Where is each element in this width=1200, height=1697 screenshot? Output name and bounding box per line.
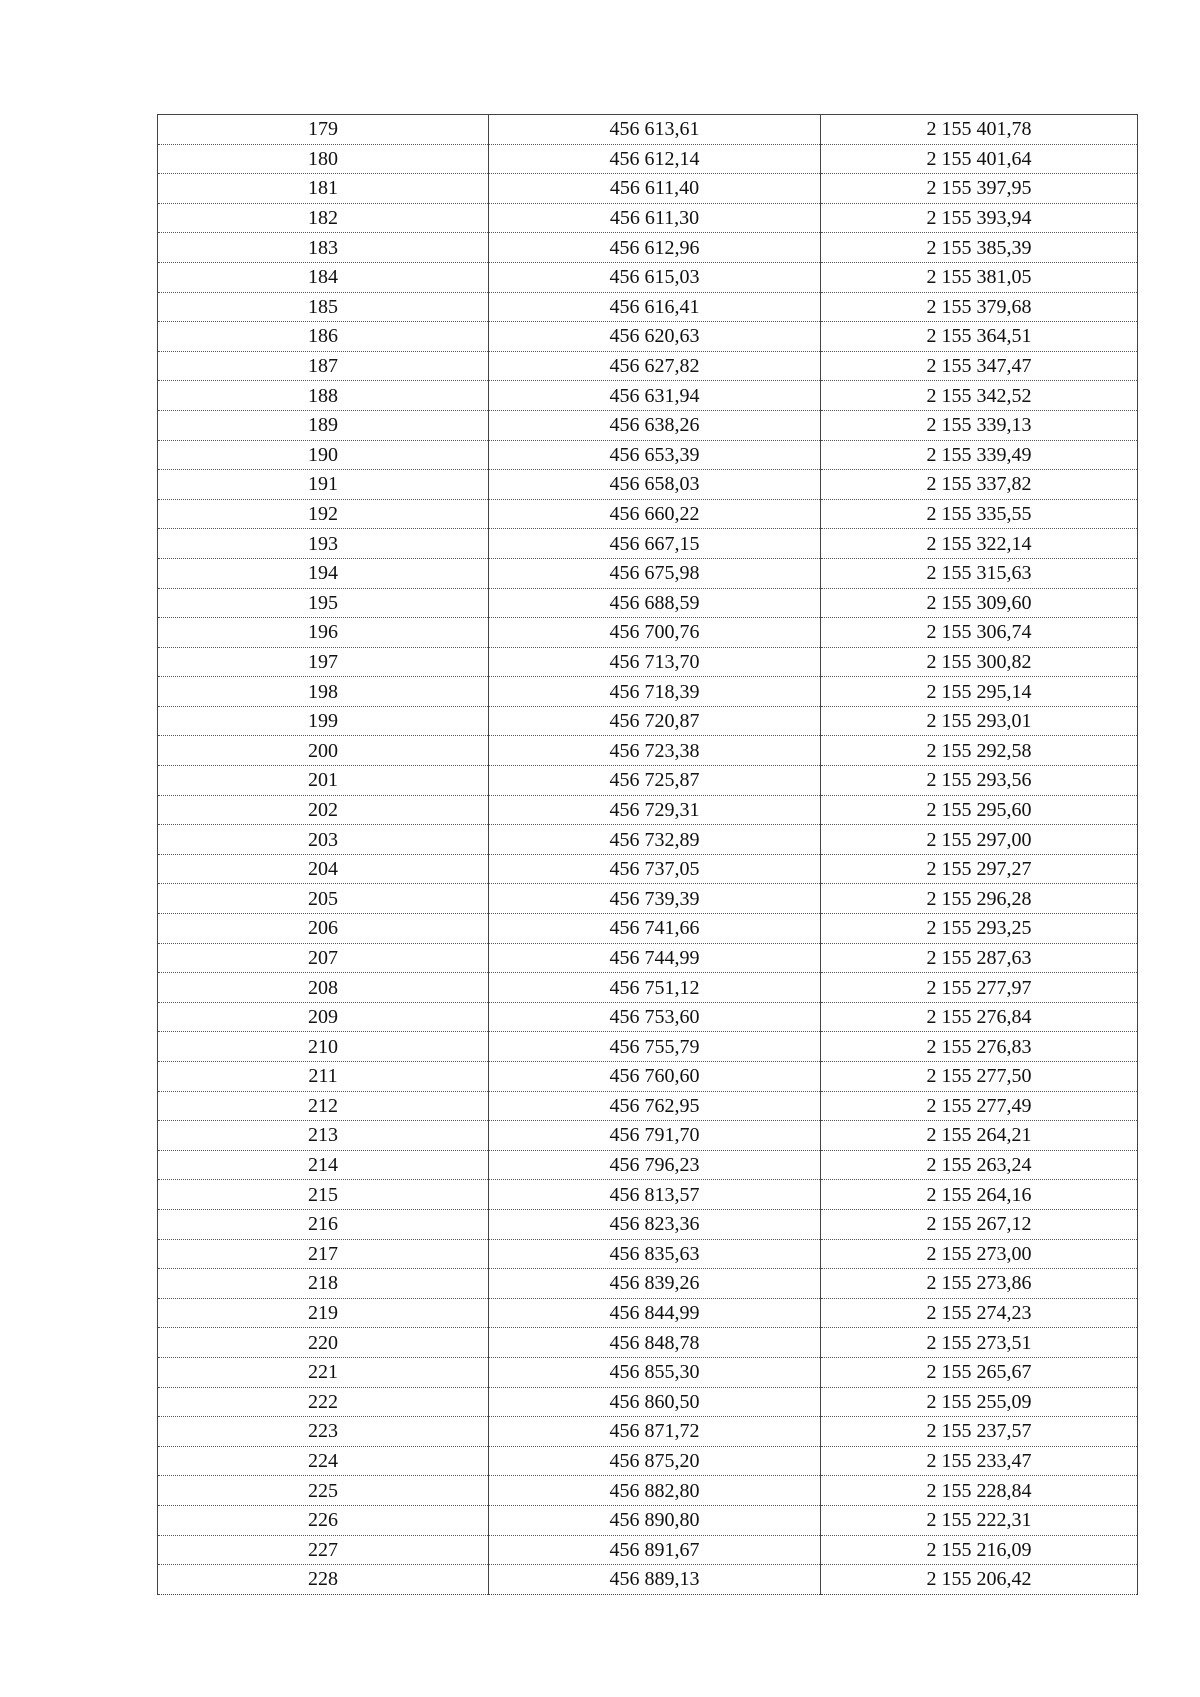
point-number-cell: 218 [158, 1269, 489, 1299]
y-coordinate-cell: 2 155 401,78 [821, 115, 1138, 145]
table-row [158, 1446, 1138, 1476]
table-row [158, 914, 1138, 944]
y-coordinate-cell: 2 155 287,63 [821, 943, 1138, 973]
table-row [158, 1417, 1138, 1447]
table-row [158, 618, 1138, 648]
table-row [158, 1565, 1138, 1595]
table-row [158, 795, 1138, 825]
y-coordinate-cell: 2 155 322,14 [821, 529, 1138, 559]
table-row [158, 410, 1138, 440]
y-coordinate-cell: 2 155 273,51 [821, 1328, 1138, 1358]
table-row [158, 233, 1138, 263]
table-row [158, 647, 1138, 677]
x-coordinate-cell: 456 718,39 [489, 677, 821, 707]
point-number-cell: 204 [158, 854, 489, 884]
point-number-cell: 188 [158, 381, 489, 411]
y-coordinate-cell: 2 155 273,00 [821, 1239, 1138, 1269]
x-coordinate-cell: 456 616,41 [489, 292, 821, 322]
x-coordinate-cell: 456 720,87 [489, 706, 821, 736]
point-number-cell: 213 [158, 1121, 489, 1151]
y-coordinate-cell: 2 155 300,82 [821, 647, 1138, 677]
table-row [158, 203, 1138, 233]
point-number-cell: 194 [158, 558, 489, 588]
table-row [158, 854, 1138, 884]
point-number-cell: 203 [158, 825, 489, 855]
y-coordinate-cell: 2 155 264,16 [821, 1180, 1138, 1210]
y-coordinate-cell: 2 155 293,56 [821, 766, 1138, 796]
point-number-cell: 193 [158, 529, 489, 559]
point-number-cell: 199 [158, 706, 489, 736]
point-number-cell: 179 [158, 115, 489, 145]
table-row [158, 292, 1138, 322]
y-coordinate-cell: 2 155 339,13 [821, 410, 1138, 440]
table-row [158, 144, 1138, 174]
point-number-cell: 221 [158, 1357, 489, 1387]
table-row [158, 884, 1138, 914]
x-coordinate-cell: 456 658,03 [489, 470, 821, 500]
point-number-cell: 183 [158, 233, 489, 263]
table-row [158, 588, 1138, 618]
table-row [158, 1062, 1138, 1092]
table-row [158, 1387, 1138, 1417]
table-row [158, 1032, 1138, 1062]
table-row [158, 1505, 1138, 1535]
y-coordinate-cell: 2 155 233,47 [821, 1446, 1138, 1476]
y-coordinate-cell: 2 155 297,27 [821, 854, 1138, 884]
point-number-cell: 200 [158, 736, 489, 766]
point-number-cell: 190 [158, 440, 489, 470]
x-coordinate-cell: 456 713,70 [489, 647, 821, 677]
point-number-cell: 180 [158, 144, 489, 174]
table-row [158, 1239, 1138, 1269]
y-coordinate-cell: 2 155 264,21 [821, 1121, 1138, 1151]
x-coordinate-cell: 456 755,79 [489, 1032, 821, 1062]
table-row [158, 1121, 1138, 1151]
point-number-cell: 181 [158, 174, 489, 204]
x-coordinate-cell: 456 813,57 [489, 1180, 821, 1210]
y-coordinate-cell: 2 155 267,12 [821, 1209, 1138, 1239]
table-row [158, 677, 1138, 707]
table-row [158, 558, 1138, 588]
y-coordinate-cell: 2 155 364,51 [821, 322, 1138, 352]
y-coordinate-cell: 2 155 379,68 [821, 292, 1138, 322]
point-number-cell: 186 [158, 322, 489, 352]
y-coordinate-cell: 2 155 296,28 [821, 884, 1138, 914]
x-coordinate-cell: 456 612,14 [489, 144, 821, 174]
y-coordinate-cell: 2 155 277,50 [821, 1062, 1138, 1092]
x-coordinate-cell: 456 835,63 [489, 1239, 821, 1269]
table-row [158, 1002, 1138, 1032]
point-number-cell: 215 [158, 1180, 489, 1210]
x-coordinate-cell: 456 889,13 [489, 1565, 821, 1595]
table-row [158, 1476, 1138, 1506]
x-coordinate-cell: 456 611,30 [489, 203, 821, 233]
point-number-cell: 209 [158, 1002, 489, 1032]
y-coordinate-cell: 2 155 335,55 [821, 499, 1138, 529]
point-number-cell: 228 [158, 1565, 489, 1595]
table-row [158, 1209, 1138, 1239]
table-row [158, 1357, 1138, 1387]
x-coordinate-cell: 456 839,26 [489, 1269, 821, 1299]
point-number-cell: 222 [158, 1387, 489, 1417]
point-number-cell: 195 [158, 588, 489, 618]
x-coordinate-cell: 456 739,39 [489, 884, 821, 914]
table-row [158, 943, 1138, 973]
y-coordinate-cell: 2 155 309,60 [821, 588, 1138, 618]
y-coordinate-cell: 2 155 277,97 [821, 973, 1138, 1003]
x-coordinate-cell: 456 667,15 [489, 529, 821, 559]
point-number-cell: 201 [158, 766, 489, 796]
y-coordinate-cell: 2 155 276,83 [821, 1032, 1138, 1062]
y-coordinate-cell: 2 155 222,31 [821, 1505, 1138, 1535]
y-coordinate-cell: 2 155 315,63 [821, 558, 1138, 588]
point-number-cell: 207 [158, 943, 489, 973]
table-row [158, 1298, 1138, 1328]
x-coordinate-cell: 456 844,99 [489, 1298, 821, 1328]
point-number-cell: 184 [158, 262, 489, 292]
x-coordinate-cell: 456 796,23 [489, 1150, 821, 1180]
point-number-cell: 224 [158, 1446, 489, 1476]
table-row [158, 1328, 1138, 1358]
x-coordinate-cell: 456 860,50 [489, 1387, 821, 1417]
table-row [158, 736, 1138, 766]
y-coordinate-cell: 2 155 401,64 [821, 144, 1138, 174]
point-number-cell: 205 [158, 884, 489, 914]
point-number-cell: 219 [158, 1298, 489, 1328]
x-coordinate-cell: 456 688,59 [489, 588, 821, 618]
y-coordinate-cell: 2 155 295,60 [821, 795, 1138, 825]
x-coordinate-cell: 456 700,76 [489, 618, 821, 648]
x-coordinate-cell: 456 891,67 [489, 1535, 821, 1565]
point-number-cell: 223 [158, 1417, 489, 1447]
y-coordinate-cell: 2 155 337,82 [821, 470, 1138, 500]
table-row [158, 351, 1138, 381]
table-row [158, 1150, 1138, 1180]
y-coordinate-cell: 2 155 216,09 [821, 1535, 1138, 1565]
table-row [158, 973, 1138, 1003]
y-coordinate-cell: 2 155 339,49 [821, 440, 1138, 470]
x-coordinate-cell: 456 753,60 [489, 1002, 821, 1032]
y-coordinate-cell: 2 155 228,84 [821, 1476, 1138, 1506]
x-coordinate-cell: 456 631,94 [489, 381, 821, 411]
table-row [158, 529, 1138, 559]
point-number-cell: 202 [158, 795, 489, 825]
point-number-cell: 212 [158, 1091, 489, 1121]
x-coordinate-cell: 456 871,72 [489, 1417, 821, 1447]
y-coordinate-cell: 2 155 347,47 [821, 351, 1138, 381]
y-coordinate-cell: 2 155 237,57 [821, 1417, 1138, 1447]
x-coordinate-cell: 456 848,78 [489, 1328, 821, 1358]
table-row [158, 766, 1138, 796]
y-coordinate-cell: 2 155 277,49 [821, 1091, 1138, 1121]
table-row [158, 174, 1138, 204]
y-coordinate-cell: 2 155 292,58 [821, 736, 1138, 766]
x-coordinate-cell: 456 751,12 [489, 973, 821, 1003]
x-coordinate-cell: 456 744,99 [489, 943, 821, 973]
y-coordinate-cell: 2 155 393,94 [821, 203, 1138, 233]
x-coordinate-cell: 456 615,03 [489, 262, 821, 292]
x-coordinate-cell: 456 653,39 [489, 440, 821, 470]
y-coordinate-cell: 2 155 306,74 [821, 618, 1138, 648]
coordinates-table-body [158, 115, 1138, 1595]
x-coordinate-cell: 456 660,22 [489, 499, 821, 529]
table-row [158, 706, 1138, 736]
x-coordinate-cell: 456 729,31 [489, 795, 821, 825]
table-row [158, 115, 1138, 145]
table-row [158, 499, 1138, 529]
point-number-cell: 187 [158, 351, 489, 381]
coordinates-table [157, 114, 1138, 1595]
point-number-cell: 217 [158, 1239, 489, 1269]
y-coordinate-cell: 2 155 342,52 [821, 381, 1138, 411]
table-row [158, 322, 1138, 352]
table-row [158, 381, 1138, 411]
point-number-cell: 208 [158, 973, 489, 1003]
y-coordinate-cell: 2 155 295,14 [821, 677, 1138, 707]
y-coordinate-cell: 2 155 276,84 [821, 1002, 1138, 1032]
x-coordinate-cell: 456 882,80 [489, 1476, 821, 1506]
table-row [158, 1535, 1138, 1565]
point-number-cell: 210 [158, 1032, 489, 1062]
x-coordinate-cell: 456 762,95 [489, 1091, 821, 1121]
table-row [158, 825, 1138, 855]
x-coordinate-cell: 456 723,38 [489, 736, 821, 766]
x-coordinate-cell: 456 675,98 [489, 558, 821, 588]
x-coordinate-cell: 456 823,36 [489, 1209, 821, 1239]
x-coordinate-cell: 456 611,40 [489, 174, 821, 204]
y-coordinate-cell: 2 155 297,00 [821, 825, 1138, 855]
point-number-cell: 226 [158, 1505, 489, 1535]
point-number-cell: 192 [158, 499, 489, 529]
x-coordinate-cell: 456 638,26 [489, 410, 821, 440]
x-coordinate-cell: 456 627,82 [489, 351, 821, 381]
table-row [158, 470, 1138, 500]
y-coordinate-cell: 2 155 385,39 [821, 233, 1138, 263]
point-number-cell: 225 [158, 1476, 489, 1506]
point-number-cell: 227 [158, 1535, 489, 1565]
x-coordinate-cell: 456 620,63 [489, 322, 821, 352]
x-coordinate-cell: 456 855,30 [489, 1357, 821, 1387]
table-row [158, 262, 1138, 292]
y-coordinate-cell: 2 155 293,01 [821, 706, 1138, 736]
y-coordinate-cell: 2 155 263,24 [821, 1150, 1138, 1180]
point-number-cell: 220 [158, 1328, 489, 1358]
x-coordinate-cell: 456 725,87 [489, 766, 821, 796]
point-number-cell: 189 [158, 410, 489, 440]
point-number-cell: 182 [158, 203, 489, 233]
point-number-cell: 196 [158, 618, 489, 648]
x-coordinate-cell: 456 875,20 [489, 1446, 821, 1476]
table-row [158, 1269, 1138, 1299]
x-coordinate-cell: 456 741,66 [489, 914, 821, 944]
table-row [158, 440, 1138, 470]
point-number-cell: 197 [158, 647, 489, 677]
point-number-cell: 214 [158, 1150, 489, 1180]
y-coordinate-cell: 2 155 265,67 [821, 1357, 1138, 1387]
x-coordinate-cell: 456 737,05 [489, 854, 821, 884]
y-coordinate-cell: 2 155 273,86 [821, 1269, 1138, 1299]
y-coordinate-cell: 2 155 206,42 [821, 1565, 1138, 1595]
x-coordinate-cell: 456 890,80 [489, 1505, 821, 1535]
point-number-cell: 185 [158, 292, 489, 322]
point-number-cell: 211 [158, 1062, 489, 1092]
x-coordinate-cell: 456 613,61 [489, 115, 821, 145]
x-coordinate-cell: 456 760,60 [489, 1062, 821, 1092]
y-coordinate-cell: 2 155 397,95 [821, 174, 1138, 204]
point-number-cell: 191 [158, 470, 489, 500]
x-coordinate-cell: 456 732,89 [489, 825, 821, 855]
table-row [158, 1180, 1138, 1210]
x-coordinate-cell: 456 612,96 [489, 233, 821, 263]
point-number-cell: 198 [158, 677, 489, 707]
table-row [158, 1091, 1138, 1121]
y-coordinate-cell: 2 155 381,05 [821, 262, 1138, 292]
x-coordinate-cell: 456 791,70 [489, 1121, 821, 1151]
point-number-cell: 216 [158, 1209, 489, 1239]
point-number-cell: 206 [158, 914, 489, 944]
y-coordinate-cell: 2 155 293,25 [821, 914, 1138, 944]
y-coordinate-cell: 2 155 274,23 [821, 1298, 1138, 1328]
y-coordinate-cell: 2 155 255,09 [821, 1387, 1138, 1417]
